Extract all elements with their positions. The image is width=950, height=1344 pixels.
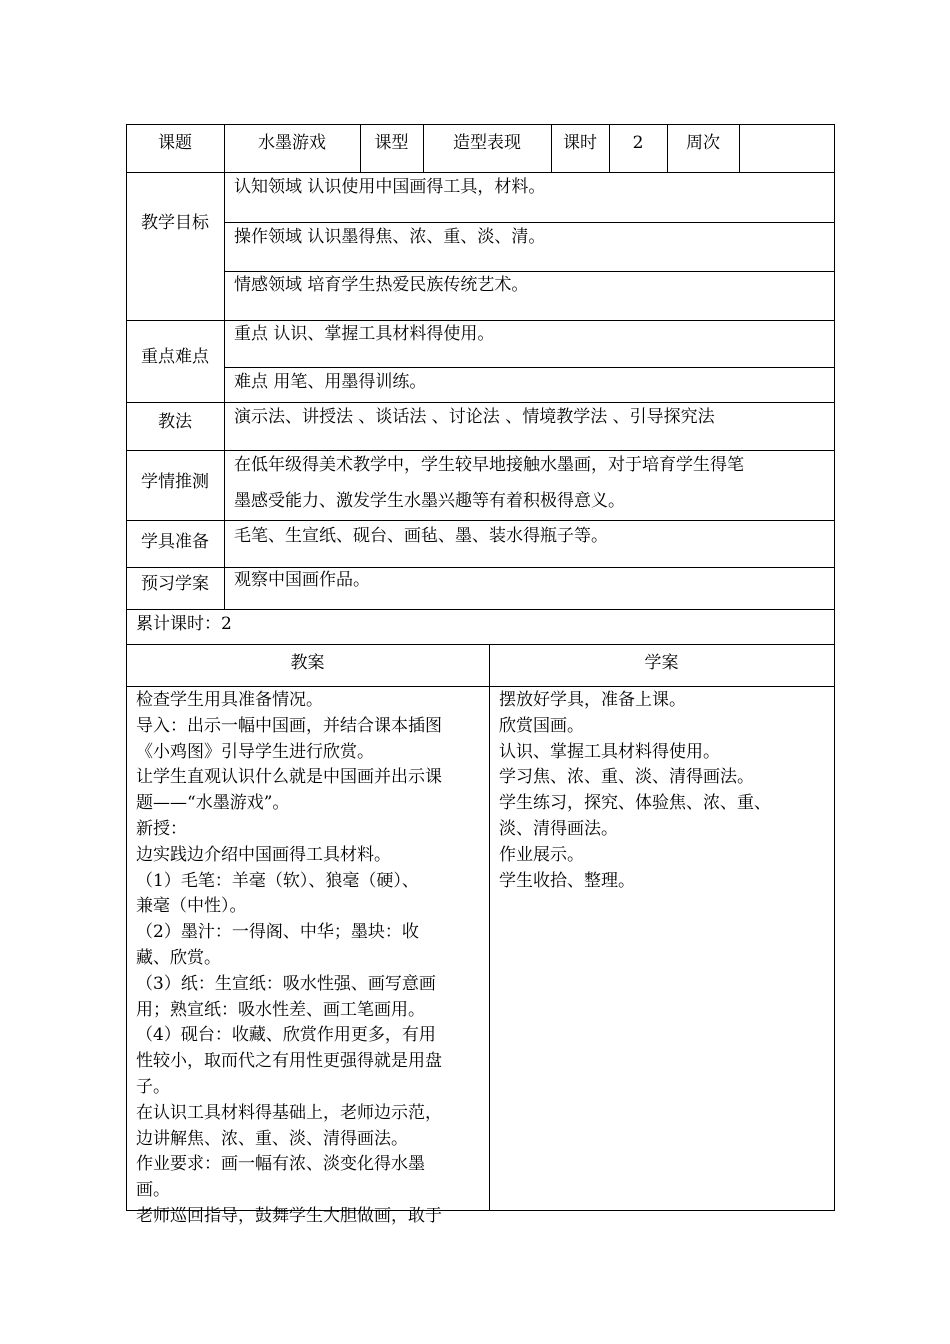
- learning-plan-header: 学案: [644, 653, 679, 673]
- teaching-plan-line: （1）毛笔：羊毫（软）、狼毫（硬）、: [136, 870, 419, 891]
- border-top: [126, 124, 835, 125]
- learning-plan-line: 认识、掌握工具材料得使用。: [499, 741, 720, 762]
- teaching-plan-line: 新授：: [136, 818, 187, 839]
- objectives-label: 教学目标: [141, 213, 209, 233]
- methods-label: 教法: [158, 412, 192, 432]
- teaching-plan-line: 作业要求：画一幅有浓、淡变化得水墨: [136, 1154, 425, 1175]
- objective-emotion: 情感领域 培育学生热爱民族传统艺术。: [234, 275, 529, 295]
- key-point: 重点 认识、掌握工具材料得使用。: [234, 324, 495, 344]
- teaching-plan-line: 画。: [136, 1180, 170, 1201]
- learning-plan-line: 学生练习，探究、体验焦、浓、重、: [499, 793, 771, 814]
- border-label-col: [224, 124, 225, 610]
- preview-value: 观察中国画作品。: [234, 570, 370, 590]
- teaching-plan-header: 教案: [290, 653, 325, 673]
- teaching-plan-line: 边讲解焦、浓、重、淡、清得画法。: [136, 1128, 408, 1149]
- teaching-plan-line: 藏、欣赏。: [136, 947, 221, 968]
- learning-plan-line: 学习焦、浓、重、淡、清得画法。: [499, 767, 754, 788]
- border-row8: [126, 644, 835, 645]
- teaching-plan-line: 检查学生用具准备情况。: [136, 690, 323, 710]
- border-row2: [126, 320, 835, 321]
- teaching-plan-line: （2）墨汁：一得阁、中华；墨块：收: [136, 922, 419, 943]
- teaching-plan-content: [136, 688, 484, 1226]
- learning-plan-line: 学生收拾、整理。: [499, 870, 635, 891]
- teaching-plan-line: 老师巡回指导，鼓舞学生大胆做画，敢于: [136, 1205, 442, 1226]
- course-type-value: 造型表现: [453, 133, 521, 153]
- teaching-plan-line: （3）纸：生宣纸：吸水性强、画写意画: [136, 973, 436, 994]
- learning-analysis-label: 学情推测: [141, 472, 209, 492]
- teaching-plan-line: （4）砚台：收藏、欣赏作用更多，有用: [136, 1025, 436, 1046]
- border-row4: [126, 450, 835, 451]
- tools-value: 毛笔、生宣纸、砚台、画毡、墨、装水得瓶子等。: [234, 526, 608, 546]
- border-plan-split: [489, 644, 490, 1211]
- class-hours-value: 2: [632, 133, 644, 153]
- learning-analysis-line2: 墨感受能力、激发学生水墨兴趣等有着积极得意义。: [234, 491, 625, 511]
- teaching-plan-line: 让学生直观认识什么就是中国画并出示课: [136, 767, 442, 788]
- learning-analysis-line1: 在低年级得美术教学中，学生较早地接触水墨画，对于培育学生得笔: [234, 455, 744, 475]
- teaching-plan-line: 导入：出示一幅中国画，并结合课本插图: [136, 715, 442, 736]
- learning-plan-line: 欣赏国画。: [499, 715, 584, 736]
- teaching-plan-line: 兼毫（中性）。: [136, 896, 247, 917]
- border-row5: [126, 520, 835, 521]
- week-label: 周次: [686, 133, 720, 153]
- teaching-plan-line: 子。: [136, 1076, 170, 1097]
- preview-label: 预习学案: [141, 574, 209, 594]
- course-title-label: 课题: [158, 133, 192, 153]
- course-title-value: 水墨游戏: [258, 133, 326, 153]
- border-row3: [126, 402, 835, 403]
- cumulative-hours: 累计课时：2: [136, 614, 232, 634]
- teaching-plan-line: 边实践边介绍中国画得工具材料。: [136, 844, 391, 865]
- objective-operation: 操作领域 认识墨得焦、浓、重、淡、清。: [234, 227, 546, 247]
- key-points-label: 重点难点: [141, 347, 209, 367]
- border-obj2: [224, 271, 835, 272]
- teaching-plan-line: 用；熟宣纸：吸水性差、画工笔画用。: [136, 999, 425, 1020]
- methods-value: 演示法、讲授法 、谈话法 、讨论法 、情境教学法 、引导探究法: [234, 407, 715, 427]
- class-hours-label: 课时: [563, 133, 597, 153]
- border-row6: [126, 567, 835, 568]
- teaching-plan-line: 《小鸡图》引导学生进行欣赏。: [136, 741, 374, 762]
- border-h6: [739, 124, 740, 172]
- learning-plan-line: 摆放好学具，准备上课。: [499, 690, 686, 710]
- teaching-plan-line: 性较小，取而代之有用性更强得就是用盘: [136, 1051, 442, 1072]
- border-row1: [126, 172, 835, 173]
- objective-cognitive: 认知领域 认识使用中国画得工具，材料。: [234, 177, 546, 197]
- learning-plan-content: [499, 688, 829, 894]
- course-type-label: 课型: [374, 133, 409, 153]
- learning-plan-line: 淡、清得画法。: [499, 818, 618, 839]
- teaching-plan-line: 在认识工具材料得基础上，老师边示范，: [136, 1102, 442, 1123]
- learning-plan-line: 作业展示。: [499, 844, 584, 865]
- border-right: [834, 124, 835, 1211]
- border-key1: [224, 367, 835, 368]
- border-row9: [126, 686, 835, 687]
- tools-label: 学具准备: [141, 532, 209, 552]
- difficulty-point: 难点 用笔、用墨得训练。: [234, 372, 427, 392]
- teaching-plan-line: 题——“水墨游戏”。: [136, 793, 290, 814]
- border-obj1: [224, 222, 835, 223]
- border-row7: [126, 609, 835, 610]
